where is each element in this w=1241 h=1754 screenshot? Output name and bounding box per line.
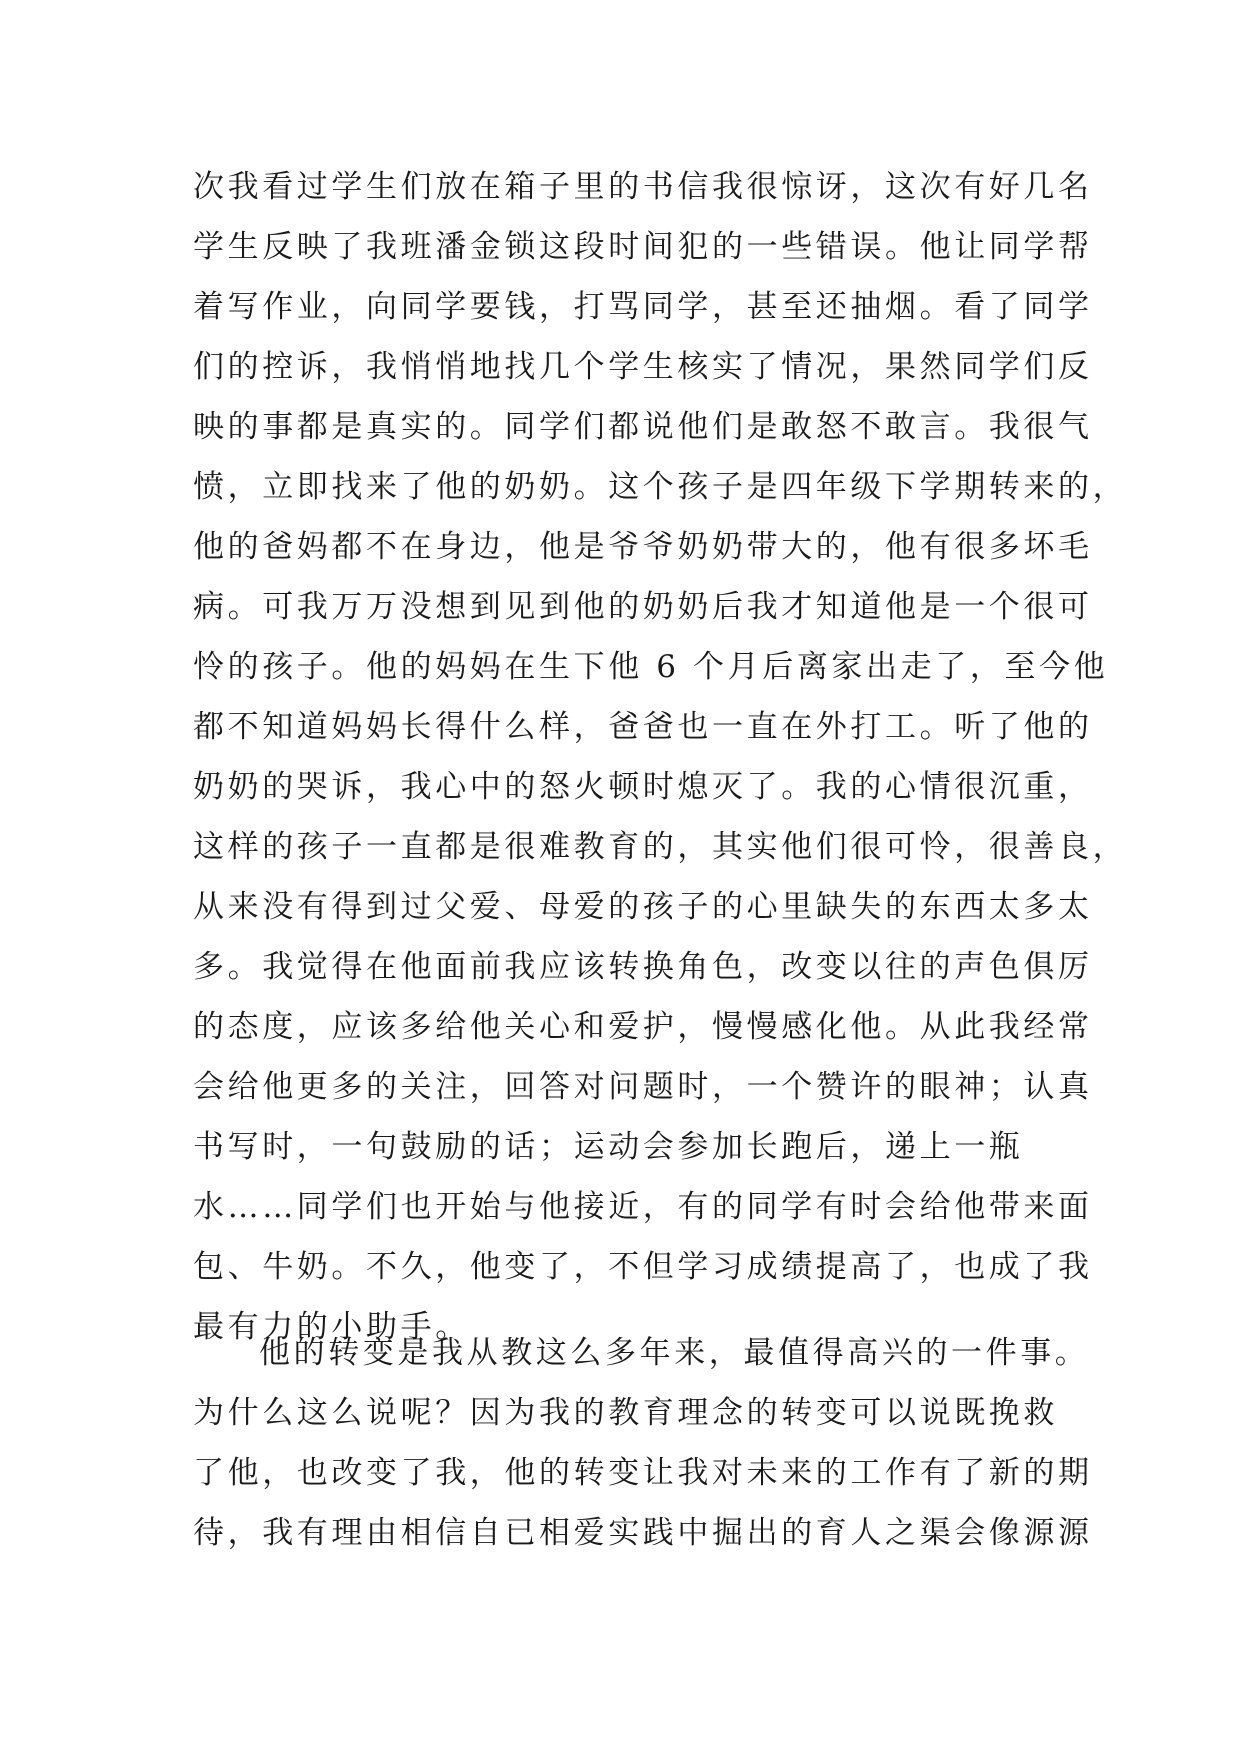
text-line: 的态度，应该多给他关心和爱护，慢慢感化他。从此我经常 [193,1009,1093,1045]
text-line: 最有力的小助手。 [193,1309,470,1345]
text-line: 水……同学们也开始与他接近，有的同学有时会给他带来面 [193,1189,1093,1225]
text-line: 着写作业，向同学要钱，打骂同学，甚至还抽烟。看了同学 [193,289,1093,325]
text-line: 会给他更多的关注，回答对问题时，一个赞许的眼神；认真 [193,1069,1093,1105]
text-line: 多。我觉得在他面前我应该转换角色，改变以往的声色俱厉 [193,949,1093,985]
text-line: 愤，立即找来了他的奶奶。这个孩子是四年级下学期转来的， [193,469,1128,505]
text-line: 怜的孩子。他的妈妈在生下他 6 个月后离家出走了，至今他 [193,649,1109,685]
text-line: 他的爸妈都不在身边，他是爷爷奶奶带大的，他有很多坏毛 [193,529,1093,565]
text-line: 们的控诉，我悄悄地找几个学生核实了情况，果然同学们反 [193,349,1093,385]
text-line: 映的事都是真实的。同学们都说他们是敢怒不敢言。我很气 [193,409,1093,445]
text-line: 他的转变是我从教这么多年来，最值得高兴的一件事。 [259,1335,1090,1371]
text-line: 了他，也改变了我，他的转变让我对未来的工作有了新的期 [193,1455,1093,1491]
paragraph-1 [193,157,1128,1357]
paragraph-2 [193,1323,1093,1563]
text-line: 学生反映了我班潘金锁这段时间犯的一些错误。他让同学帮 [193,229,1093,265]
text-line: 奶奶的哭诉，我心中的怒火顿时熄灭了。我的心情很沉重， [193,769,1093,805]
text-line: 待，我有理由相信自已相爱实践中掘出的育人之渠会像源源 [193,1515,1093,1551]
text-line: 包、牛奶。不久，他变了，不但学习成绩提高了，也成了我 [193,1249,1093,1285]
text-line: 病。可我万万没想到见到他的奶奶后我才知道他是一个很可 [193,589,1093,625]
text-line: 次我看过学生们放在箱子里的书信我很惊讶，这次有好几名 [193,169,1093,205]
text-line: 为什么这么说呢？因为我的教育理念的转变可以说既挽救 [193,1395,1058,1431]
text-line: 书写时，一句鼓励的话；运动会参加长跑后，递上一瓶 [193,1129,1024,1165]
text-line: 这样的孩子一直都是很难教育的，其实他们很可怜，很善良， [193,829,1128,865]
text-line: 都不知道妈妈长得什么样，爸爸也一直在外打工。听了他的 [193,709,1093,745]
text-line: 从来没有得到过父爱、母爱的孩子的心里缺失的东西太多太 [193,889,1093,925]
